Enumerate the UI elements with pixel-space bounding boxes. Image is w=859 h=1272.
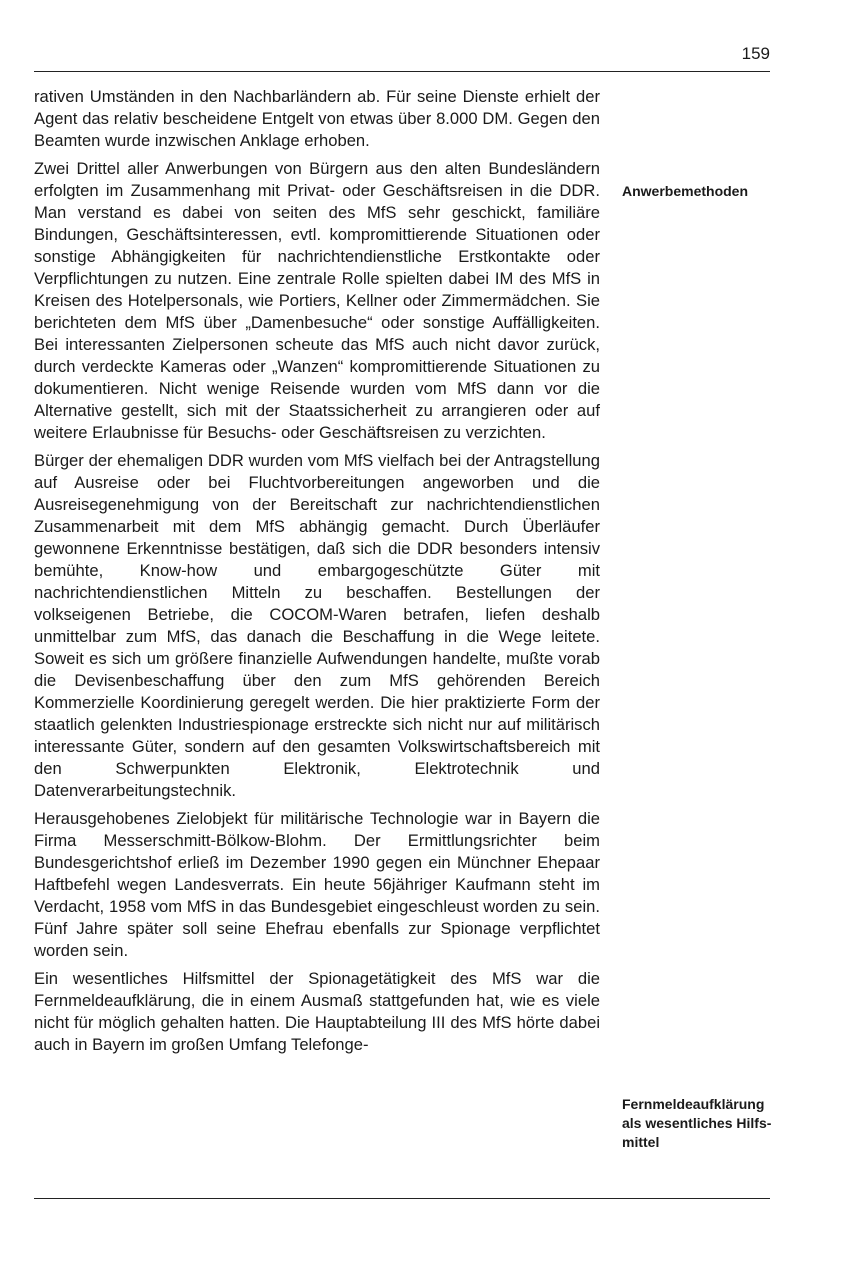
header-rule [34,71,770,72]
paragraph: Herausgehobenes Zielobjekt für militärische Technologie war in Bayern die Firma Messerschmitt-Bölkow-Blohm. Der Ermittlungsrichter beim Bundesgerichtshof erließ im Dezember 1990 gegen ein Münchner Ehepaar Haftbefehl wegen Landesverrats. Ein heute 56jähriger Kaufmann steht im Verdacht, 1958 vom MfS in das Bundesgebiet eingeschleust worden zu sein. Fünf Jahre später soll seine Ehefrau ebenfalls zur Spionage verpflichtet worden sein. [34,809,600,960]
paragraph: Zwei Drittel aller Anwerbungen von Bürgern aus den alten Bundesländern erfolgten im Zusammenhang mit Privat- oder Geschäftsreisen in die DDR. Man verstand es dabei von seiten des MfS sehr geschickt, familiäre Bindungen, Geschäftsinteressen, evtl. kompromittierende Situationen oder sonstige Abhängigkeiten für nachrichtendienstliche Erstkontakte oder Verpflichtungen zu nutzen. Eine zentrale Rolle spielten dabei IM des MfS in Kreisen des Hotelpersonals, wie Portiers, Kellner oder Zimmermädchen. Sie berichteten dem MfS über „Damenbesuche“ oder sonstige Auffälligkeiten. Bei interessanten Zielpersonen scheute das MfS auch nicht davor zurück, durch verdeckte Kameras oder „Wanzen“ kompromittierende Situationen zu dokumentieren. Nicht wenige Reisende wurden vom MfS dann vor die Alternative gestellt, sich mit der Staatssicherheit zu arrangieren oder auf weitere Erlaubnisse für Besuchs- oder Geschäftsreisen zu verzichten. [34,159,600,442]
paragraph: Bürger der ehemaligen DDR wurden vom MfS vielfach bei der Antragstellung auf Ausreise oder bei Fluchtvorbereitungen angeworben und die Ausreisegenehmigung von der Bereitschaft zur nachrichtendienstlichen Zusammenarbeit mit dem MfS abhängig gemacht. Durch Überläufer gewonnene Erkenntnisse bestätigen, daß sich die DDR besonders intensiv bemühte, Know-how und embargogeschützte Güter mit nachrichtendienstlichen Mitteln zu beschaffen. Bestellungen der volkseigenen Betriebe, die COCOM-Waren betrafen, liefen deshalb unmittelbar zum MfS, das danach die Beschaffung in die Wege leitete. Soweit es sich um größere finanzielle Aufwendungen handelte, mußte vorab die Devisenbeschaffung über den zum MfS gehörenden Bereich Kommerzielle Koordinierung geregelt werden. Die hier praktizierte Form der staatlich gelenkten Industriespionage erstreckte sich nicht nur auf militärisch interessante Güter, sondern auf den gesamten Volkswirtschaftsbereich mit den Schwerpunkten Elektronik, Elektrotechnik und Datenverarbeitungstechnik. [34,451,600,800]
page-number: 159 [741,44,770,63]
paragraph: Ein wesentliches Hilfsmittel der Spionagetätigkeit des MfS war die Fernmeldeaufklärung, die in einem Ausmaß stattgefunden hat, wie es viele nicht für möglich gehalten hatten. Die Hauptabteilung III des MfS hörte dabei auch in Bayern im großen Umfang Telefonge- [34,969,600,1054]
paragraph: rativen Umständen in den Nachbarländern ab. Für seine Dienste erhielt der Agent das relativ bescheidene Entgelt von etwas über 8.000 DM. Gegen den Beamten wurde inzwischen Anklage erhoben. [34,87,600,150]
margin-note-fernmeldeaufklaerung: Fernmeldeaufklärung als wesentliches Hilfsmittel [622,1096,772,1150]
body-text [34,86,600,1062]
margin-note-anwerbemethoden: Anwerbemethoden [622,183,749,199]
footer-rule [34,1198,770,1199]
